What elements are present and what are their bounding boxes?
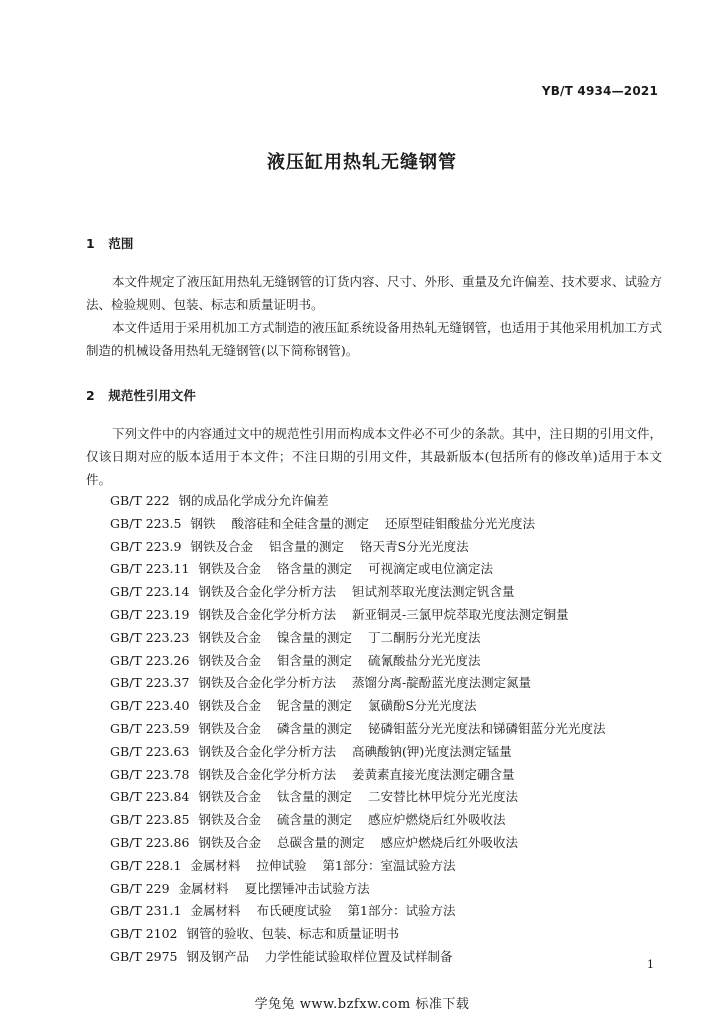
reference-title-part: 力学性能试验取样位置及试样制备	[265, 948, 453, 964]
reference-title-part: 氯磺酚S分光光度法	[367, 698, 477, 714]
reference-title-part: 钢铁及合金化学分析方法	[198, 743, 336, 759]
reference-title-part: 还原型硅钼酸盐分光光度法	[385, 515, 536, 531]
reference-title-part: 可视滴定或电位滴定法	[367, 561, 493, 577]
reference-title-part: 钢铁及合金	[198, 720, 261, 736]
reference-code: GB/T 223.63	[110, 743, 190, 759]
reference-title-part: 新亚铜灵-三氯甲烷萃取光度法测定铜量	[351, 606, 569, 622]
reference-item	[110, 513, 605, 536]
reference-title-part: 钛含量的测定	[276, 789, 352, 805]
reference-item	[110, 832, 605, 855]
reference-title-part: 钢铁及合金化学分析方法	[198, 606, 336, 622]
reference-code: GB/T 231.1	[110, 903, 182, 919]
reference-item	[110, 878, 605, 901]
reference-title-part: 酸溶硅和全硅含量的测定	[231, 515, 370, 531]
reference-title-part: 硫氰酸盐分光光度法	[367, 652, 481, 668]
reference-item	[110, 558, 605, 581]
reference-list	[110, 490, 605, 969]
reference-title-part: 钢及钢产品	[186, 948, 250, 964]
reference-title-part: 布氏硬度试验	[256, 903, 332, 919]
reference-item	[110, 490, 605, 513]
reference-code: GB/T 223.85	[110, 812, 190, 828]
scope-paragraph-2: 本文件适用于采用机加工方式制造的液压缸系统设备用热轧无缝钢管，也适用于其他采用机加工方式制造的机械设备用热轧无缝钢管(以下简称钢管)。	[86, 320, 663, 358]
reference-code: GB/T 223.5	[110, 515, 182, 531]
section-2-number: 2	[86, 388, 95, 403]
reference-code: GB/T 223.9	[110, 538, 182, 554]
reference-title-part: 蒸馏分离-靛酚蓝光度法测定氮量	[351, 675, 532, 691]
reference-title-part: 磷含量的测定	[276, 720, 352, 736]
reference-title-part: 钢铁及合金	[198, 812, 261, 828]
reference-code: GB/T 223.37	[110, 675, 190, 691]
reference-title-part: 钢铁及合金化学分析方法	[198, 675, 336, 691]
reference-item	[110, 627, 605, 650]
document-title: 液压缸用热轧无缝钢管	[267, 152, 457, 173]
reference-item	[110, 536, 605, 559]
scope-paragraph-1: 本文件规定了液压缸用热轧无缝钢管的订货内容、尺寸、外形、重量及允许偏差、技术要求、试验方法、检验规则、包装、标志和质量证明书。	[86, 274, 663, 312]
reference-title-part: 第1部分：试验方法	[347, 903, 456, 919]
reference-title-part: 钢的成品化学成分允许偏差	[178, 493, 329, 508]
reference-code: GB/T 2975	[110, 948, 178, 964]
reference-title-part: 钢铁及合金化学分析方法	[198, 584, 336, 600]
reference-title-part: 夏比摆锤冲击试验方法	[244, 880, 370, 896]
reference-code: GB/T 222	[110, 493, 170, 508]
reference-title-part: 钽试剂萃取光度法测定钒含量	[351, 584, 515, 600]
reference-item	[110, 855, 605, 878]
section-1-title: 范围	[108, 236, 134, 251]
reference-title-part: 铬含量的测定	[276, 561, 352, 577]
section-2-title: 规范性引用文件	[108, 388, 196, 403]
reference-title-part: 丁二酮肟分光光度法	[367, 629, 481, 645]
reference-item	[110, 764, 605, 787]
reference-code: GB/T 229	[110, 880, 170, 896]
reference-code: GB/T 228.1	[110, 857, 182, 873]
page-number: 1	[647, 958, 654, 971]
reference-item	[110, 809, 605, 832]
reference-code: GB/T 223.19	[110, 606, 190, 622]
reference-code: GB/T 223.86	[110, 834, 190, 850]
reference-title-part: 镍含量的测定	[276, 629, 352, 645]
reference-title-part: 钢铁及合金	[198, 698, 261, 714]
reference-code: GB/T 223.78	[110, 766, 190, 782]
reference-title-part: 铌含量的测定	[276, 698, 352, 714]
reference-title-part: 拉伸试验	[256, 857, 307, 873]
reference-item	[110, 672, 605, 695]
reference-title-part: 钢铁及合金	[198, 652, 261, 668]
section-1-heading	[86, 234, 133, 252]
reference-title-part: 钢管的验收、包装、标志和质量证明书	[186, 926, 400, 942]
reference-title-part: 感应炉燃烧后红外吸收法	[380, 834, 518, 850]
reference-item	[110, 581, 605, 604]
reference-item	[110, 695, 605, 718]
reference-title-part: 钢铁及合金	[198, 834, 261, 850]
reference-code: GB/T 223.84	[110, 789, 190, 805]
reference-item	[110, 604, 605, 627]
reference-title-part: 第1部分：室温试验方法	[322, 857, 456, 873]
reference-item	[110, 718, 605, 741]
reference-item	[110, 946, 605, 969]
references-intro: 下列文件中的内容通过文中的规范性引用而构成本文件必不可少的条款。其中，注日期的引用文件，仅该日期对应的版本适用于本文件；不注日期的引用文件，其最新版本(包括所有的修改单)适用于本文件。	[86, 426, 663, 487]
reference-title-part: 钢铁及合金	[198, 561, 261, 577]
reference-title-part: 铝含量的测定	[269, 538, 345, 554]
reference-title-part: 钢铁	[190, 515, 216, 531]
section-2-heading	[86, 386, 196, 404]
reference-code: GB/T 223.14	[110, 584, 190, 600]
reference-title-part: 钼含量的测定	[276, 652, 352, 668]
reference-title-part: 钢铁及合金	[198, 789, 261, 805]
reference-code: GB/T 223.11	[110, 561, 190, 577]
reference-title-part: 铋磷钼蓝分光光度法和锑磷钼蓝分光光度法	[367, 720, 606, 736]
reference-item	[110, 900, 605, 923]
reference-title-part: 二安替比林甲烷分光光度法	[367, 789, 518, 805]
reference-title-part: 姜黄素直接光度法测定硼含量	[351, 766, 515, 782]
reference-code: GB/T 2102	[110, 926, 178, 942]
reference-title-part: 金属材料	[190, 903, 241, 919]
reference-code: GB/T 223.59	[110, 720, 190, 736]
reference-title-part: 金属材料	[178, 880, 229, 896]
reference-title-part: 高碘酸钠(钾)光度法测定锰量	[351, 743, 512, 759]
reference-item	[110, 923, 605, 946]
reference-title-part: 铬天青S分光光度法	[360, 538, 469, 554]
reference-title-part: 钢铁及合金化学分析方法	[198, 766, 336, 782]
reference-code: GB/T 223.26	[110, 652, 190, 668]
reference-code: GB/T 223.23	[110, 629, 190, 645]
reference-title-part: 金属材料	[190, 857, 241, 873]
reference-item	[110, 786, 605, 809]
reference-title-part: 总碳含量的测定	[276, 834, 365, 850]
reference-title-part: 钢铁及合金	[198, 629, 261, 645]
section-1-number: 1	[86, 236, 95, 251]
footer-watermark: 学兔兔 www.bzfxw.com 标准下载	[254, 997, 470, 1012]
reference-item	[110, 741, 605, 764]
reference-title-part: 硫含量的测定	[276, 812, 352, 828]
reference-title-part: 感应炉燃烧后红外吸收法	[367, 812, 506, 828]
reference-item	[110, 650, 605, 673]
reference-code: GB/T 223.40	[110, 698, 190, 714]
standard-code: YB/T 4934—2021	[541, 84, 658, 98]
reference-title-part: 钢铁及合金	[190, 538, 253, 554]
